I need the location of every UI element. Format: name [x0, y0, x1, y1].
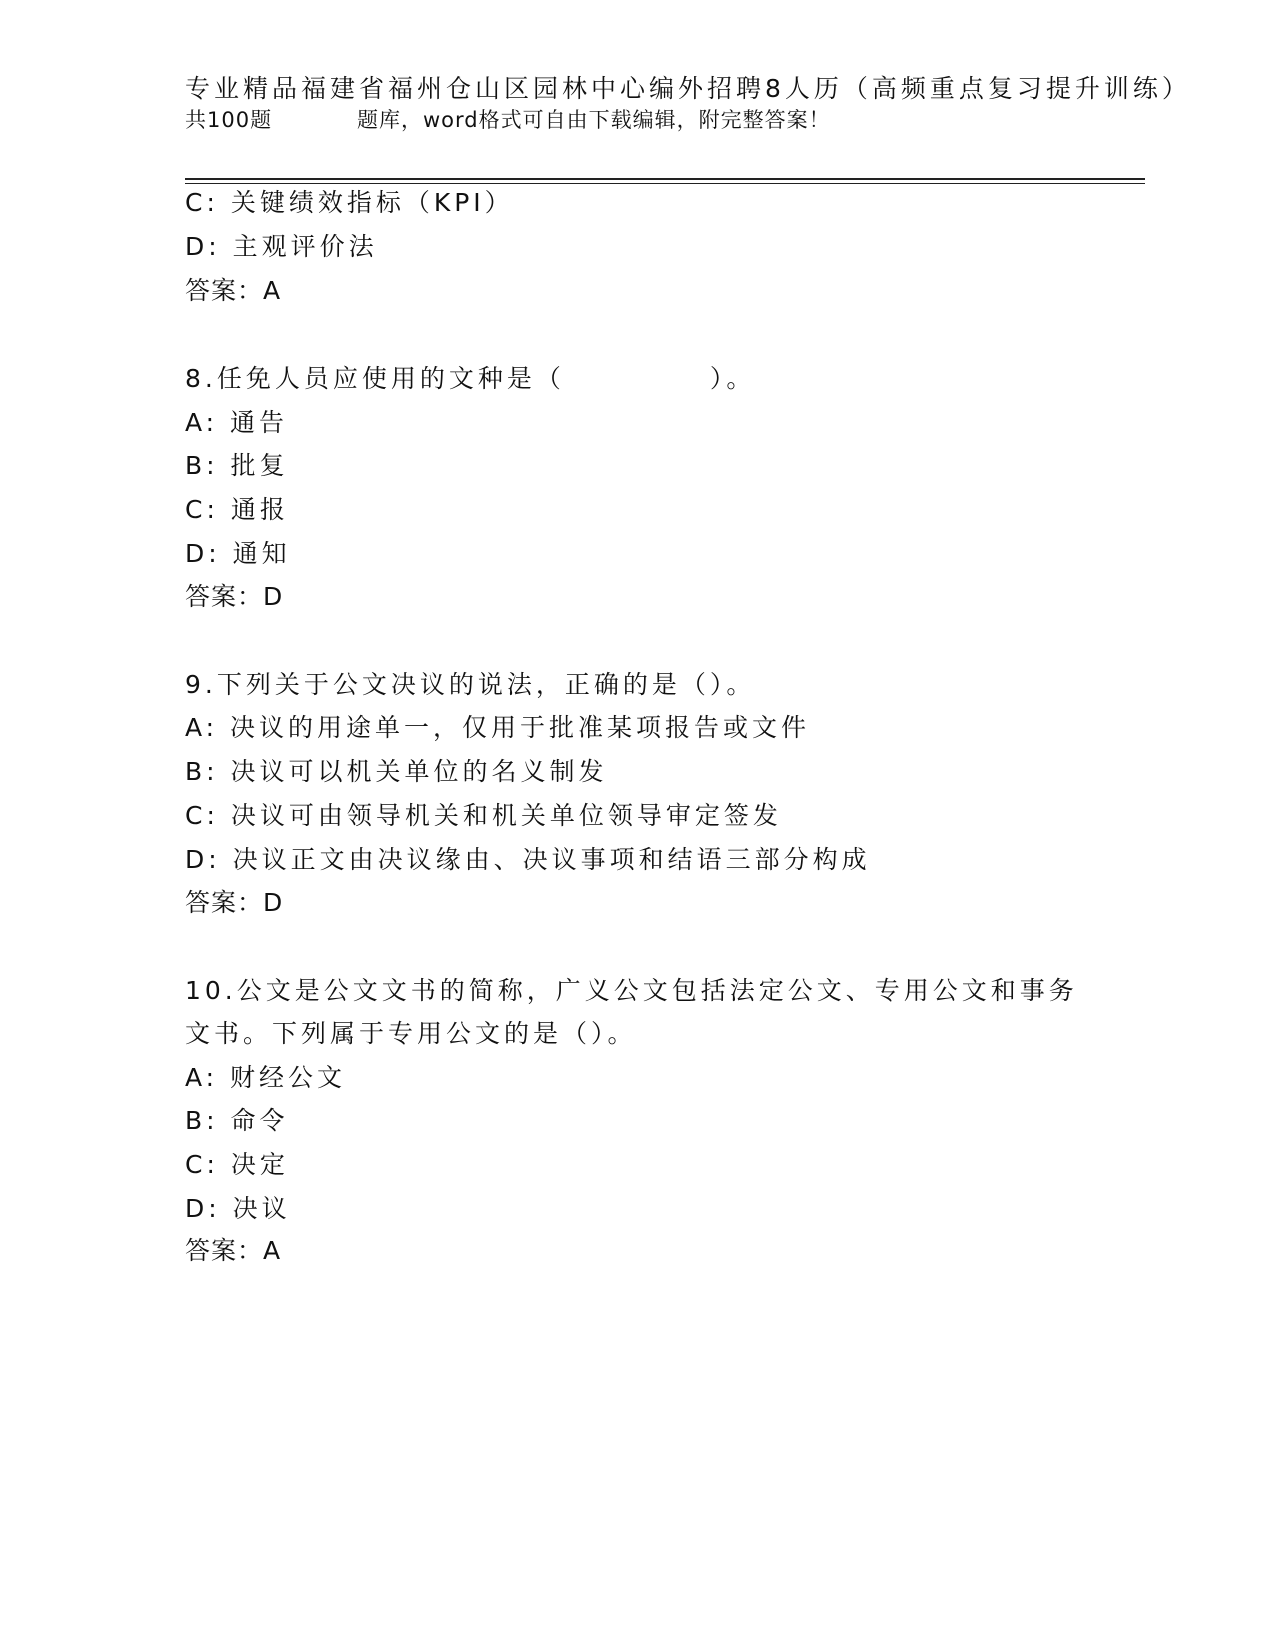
- q7-option-d: D: 主观评价法: [185, 232, 378, 261]
- q8-answer: 答案：D: [185, 582, 284, 611]
- q8-option-c: C: 通报: [185, 495, 289, 524]
- q10-question-line2: 文书。下列属于专用公文的是（）。: [185, 1019, 637, 1048]
- q10-option-b: B: 命令: [185, 1106, 289, 1135]
- q10-option-a: A: 财经公文: [185, 1063, 347, 1092]
- q9-question: 9.下列关于公文决议的说法，正确的是（）。: [185, 670, 756, 699]
- q10-option-d: D: 决议: [185, 1194, 291, 1223]
- q8-question: 8.任免人员应使用的文种是（ ）。: [185, 364, 756, 393]
- q9-answer: 答案：D: [185, 888, 284, 917]
- header-divider-thick: [185, 178, 1145, 180]
- q7-answer: 答案：A: [185, 276, 282, 305]
- q10-answer: 答案：A: [185, 1236, 282, 1265]
- q7-option-c: C: 关键绩效指标（KPI）: [185, 188, 514, 217]
- header-question-count: 共100题: [185, 108, 273, 132]
- q9-option-c: C: 决议可由领导机关和机关单位领导审定签发: [185, 801, 782, 830]
- q9-option-a: A: 决议的用途单一，仅用于批准某项报告或文件: [185, 713, 811, 742]
- header-divider-thin: [185, 183, 1145, 184]
- q8-option-a: A: 通告: [185, 408, 289, 437]
- q10-question-line1: 10.公文是公文文书的简称，广义公文包括法定公文、专用公文和事务: [185, 976, 1078, 1005]
- q8-option-b: B: 批复: [185, 451, 289, 480]
- q9-option-d: D: 决议正文由决议缘由、决议事项和结语三部分构成: [185, 845, 871, 874]
- header-subtitle: [185, 104, 1145, 137]
- header-title: 专业精品福建省福州仓山区园林中心编外招聘8人历（高频重点复习提升训练）: [185, 74, 1191, 103]
- document-header: [185, 74, 1191, 137]
- header-description: 题库，word格式可自由下载编辑，附完整答案！: [357, 108, 831, 132]
- q9-option-b: B: 决议可以机关单位的名义制发: [185, 757, 608, 786]
- q10-option-c: C: 决定: [185, 1150, 289, 1179]
- q8-option-d: D: 通知: [185, 539, 291, 568]
